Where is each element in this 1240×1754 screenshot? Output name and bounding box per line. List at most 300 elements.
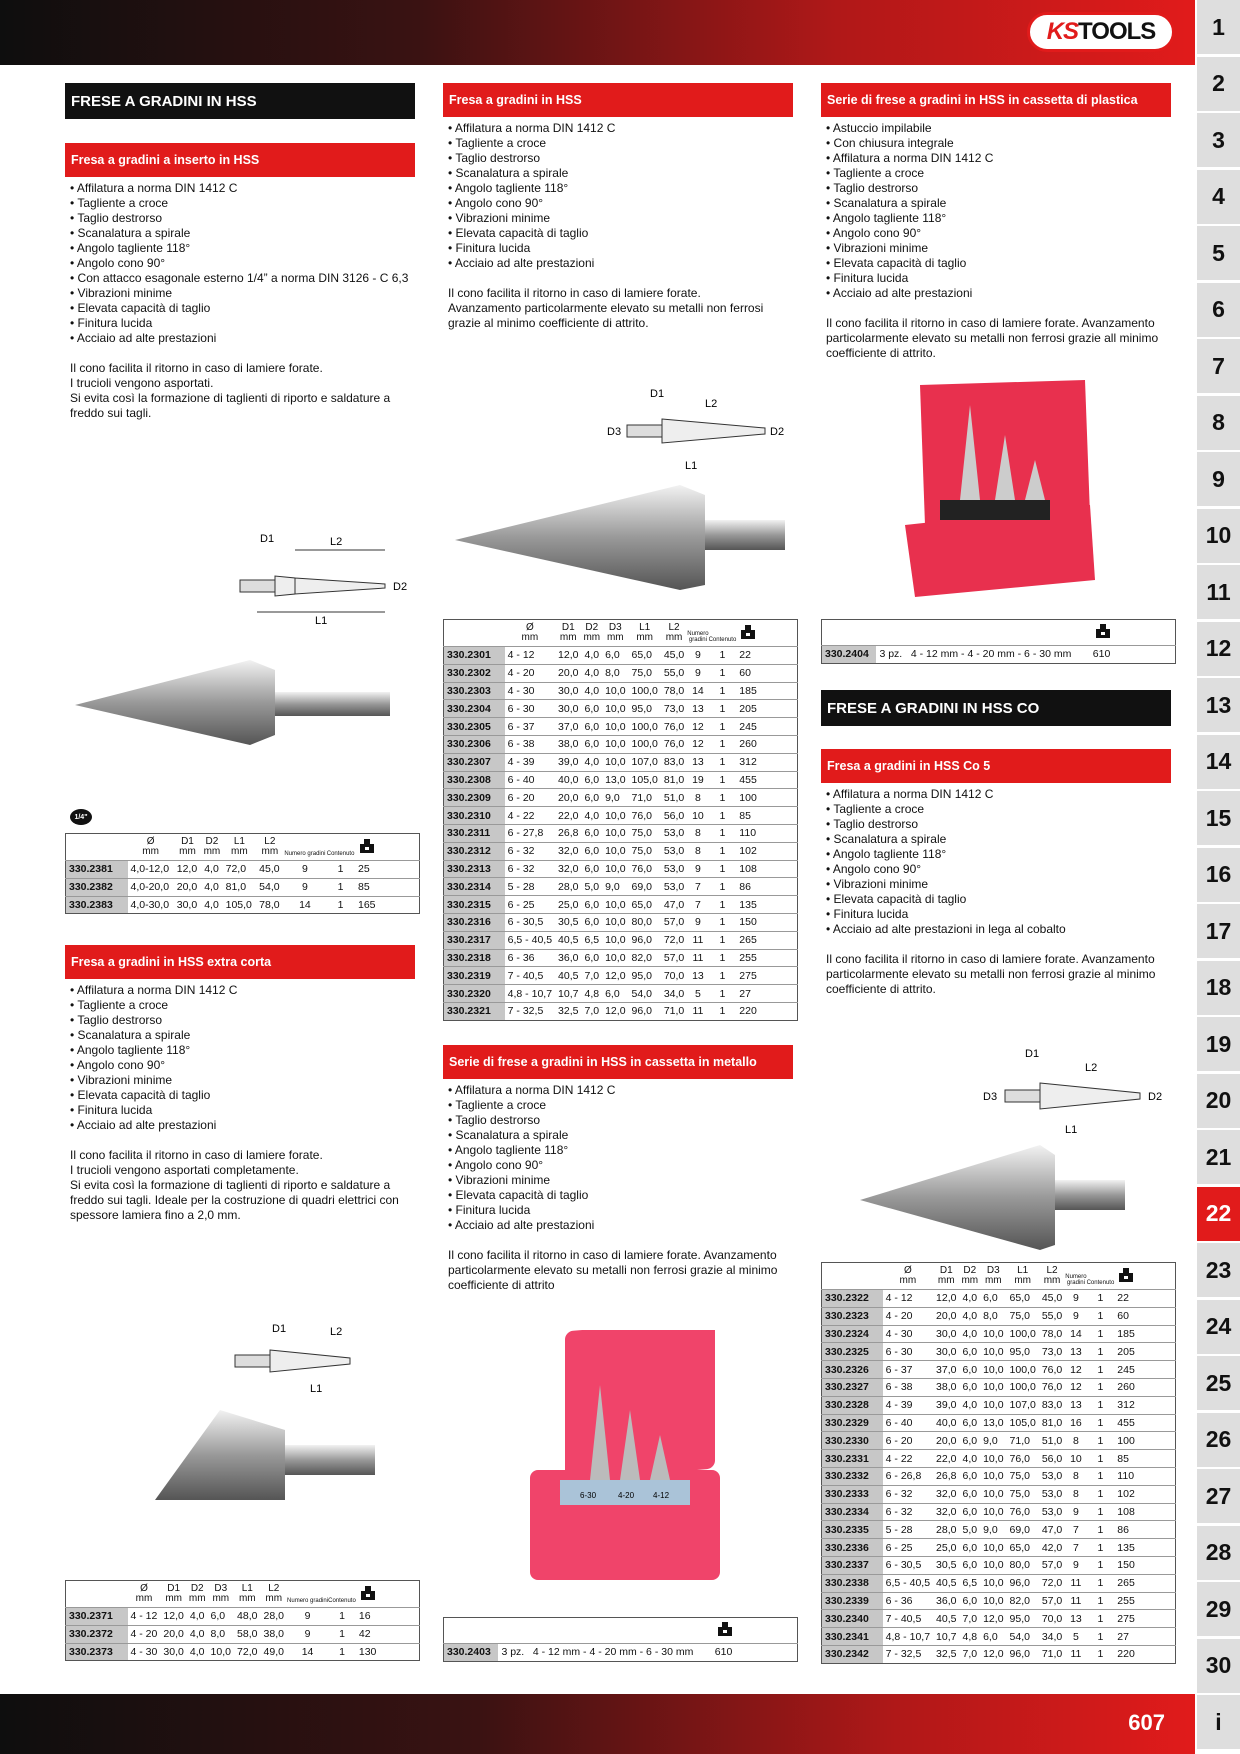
table-cell: 51,0 (661, 789, 687, 807)
table-row[interactable] (822, 1325, 1176, 1343)
feature-item: • Angolo tagliente 118° (826, 847, 1171, 862)
table-row[interactable] (822, 646, 1176, 664)
table-cell: 4,0-12,0 (128, 861, 174, 879)
table-cell: 6,0 (581, 913, 602, 931)
table-row[interactable] (822, 1450, 1176, 1468)
table-cell: 6 - 37 (883, 1361, 933, 1379)
table-cell: 4,0 (959, 1450, 980, 1468)
table-cell: 85 (1114, 1450, 1138, 1468)
weight-icon (359, 838, 375, 854)
column-header-weight (712, 1618, 738, 1644)
table-cell: 10,0 (602, 700, 628, 718)
chapter-tab-30[interactable]: 30 (1197, 1639, 1240, 1693)
table-cell: 58,0 (234, 1625, 260, 1643)
table-cell: 30,0 (555, 700, 581, 718)
table-cell: 53,0 (1039, 1503, 1065, 1521)
table-cell: 6,0 (980, 1628, 1006, 1646)
table-row[interactable] (444, 967, 798, 985)
table-cell: 1 (709, 682, 737, 700)
table-cell: 102 (736, 842, 760, 860)
article-number: 330.2317 (444, 931, 505, 949)
table-row[interactable] (822, 1290, 1176, 1308)
table-row[interactable] (822, 1556, 1176, 1574)
table-row[interactable] (66, 1625, 420, 1643)
table-cell: 95,0 (1007, 1610, 1039, 1628)
table-cell: 53,0 (661, 842, 687, 860)
table-cell: 1 (709, 896, 737, 914)
table-cell: 22 (1114, 1290, 1138, 1308)
chapter-tab-25[interactable]: 25 (1197, 1356, 1240, 1410)
table-cell: 1 (1087, 1432, 1115, 1450)
table-cell: 4,0 (581, 682, 602, 700)
table-cell: 6 - 30,5 (883, 1556, 933, 1574)
article-number: 330.2308 (444, 771, 505, 789)
table-cell: 65,0 (629, 896, 661, 914)
table-row[interactable] (822, 1414, 1176, 1432)
chapter-tab-11[interactable]: 11 (1197, 565, 1240, 619)
table-row[interactable] (444, 753, 798, 771)
table-cell: 1 (1087, 1610, 1115, 1628)
table-cell: 96,0 (1007, 1645, 1039, 1663)
article-number: 330.2326 (822, 1361, 883, 1379)
table-cell: 20,0 (933, 1307, 959, 1325)
table-cell: 6 - 30 (505, 700, 555, 718)
table-cell: 78,0 (256, 896, 283, 914)
table-cell: 10,0 (980, 1378, 1006, 1396)
table-cell: 9 (287, 1625, 328, 1643)
table-cell: 10,0 (980, 1325, 1006, 1343)
table-row[interactable] (66, 1608, 420, 1626)
table-cell: 6 - 27,8 (505, 824, 555, 842)
chapter-tab-19[interactable]: 19 (1197, 1017, 1240, 1071)
feature-item: • Acciaio ad alte prestazioni in lega al cobalto (826, 922, 1171, 937)
chapter-tab-12[interactable]: 12 (1197, 622, 1240, 676)
table-row[interactable] (444, 985, 798, 1003)
table-cell: 8,0 (980, 1307, 1006, 1325)
table-cell: 4,8 (959, 1628, 980, 1646)
article-number: 330.2312 (444, 842, 505, 860)
table-cell: 65,0 (629, 647, 661, 665)
table-cell: 14 (1065, 1325, 1086, 1343)
column-header-weight (736, 620, 760, 647)
weight-icon (740, 624, 756, 640)
table-row[interactable] (822, 1343, 1176, 1361)
table-row[interactable] (822, 1574, 1176, 1592)
table-cell: 70,0 (661, 967, 687, 985)
table-cell: 30,0 (174, 896, 201, 914)
table-cell: 9 (284, 861, 327, 879)
chapter-tab-15[interactable]: 15 (1197, 791, 1240, 845)
chapter-tab-4[interactable]: 4 (1197, 170, 1240, 224)
table-cell: 53,0 (661, 824, 687, 842)
table-cell: 9 (1065, 1556, 1086, 1574)
column-header: D2 mm (188, 1583, 206, 1604)
column-2 (443, 83, 793, 331)
table-cell: 6 - 36 (505, 949, 555, 967)
table-row[interactable] (444, 789, 798, 807)
table-cell: 40,5 (933, 1610, 959, 1628)
table-cell: 38,0 (933, 1378, 959, 1396)
column-header-content: Contenuto (328, 1598, 356, 1604)
table-cell: 135 (1114, 1539, 1138, 1557)
table-cell: 76,0 (1039, 1378, 1065, 1396)
table-cell: 12,0 (980, 1610, 1006, 1628)
table-cell: 6,0 (602, 985, 628, 1003)
table-cell: 70,0 (1039, 1610, 1065, 1628)
table-cell: 82,0 (1007, 1592, 1039, 1610)
dimension-drawing (230, 1320, 410, 1400)
table-row[interactable] (822, 1378, 1176, 1396)
table-cell: 130 (356, 1643, 380, 1661)
table-cell: 27 (1114, 1628, 1138, 1646)
table-cell: 6,0 (959, 1467, 980, 1485)
table-cell: 9 (687, 664, 708, 682)
column-header: D3 mm (984, 1265, 1002, 1286)
feature-item: • Finitura lucida (826, 907, 1171, 922)
table-cell: 9,0 (980, 1521, 1006, 1539)
table-cell: 10,0 (602, 842, 628, 860)
table-cell: 4 - 12 (128, 1608, 161, 1626)
table-cell: 455 (1114, 1414, 1138, 1432)
product-title: Serie di frese a gradini in HSS in cassetta di plastica (821, 83, 1171, 117)
table-cell: 71,0 (661, 1002, 687, 1020)
table-cell: 13,0 (980, 1414, 1006, 1432)
svg-text:L1: L1 (685, 460, 698, 472)
dimension-drawing (980, 1045, 1170, 1140)
feature-item: • Affilatura a norma DIN 1412 C (448, 121, 793, 136)
table-cell: 14 (284, 896, 327, 914)
column-header-steps: Numero gradini (284, 851, 326, 857)
feature-item: • Tagliente a croce (448, 136, 793, 151)
table-cell: 75,0 (629, 664, 661, 682)
chapter-tab-8[interactable]: 8 (1197, 396, 1240, 450)
article-number: 330.2325 (822, 1343, 883, 1361)
table-cell: 100 (1114, 1432, 1138, 1450)
table-row[interactable] (444, 771, 798, 789)
table-cell: 7,0 (959, 1645, 980, 1663)
table-row[interactable] (444, 718, 798, 736)
chapter-tab-28[interactable]: 28 (1197, 1526, 1240, 1580)
chapter-tab-9[interactable]: 9 (1197, 452, 1240, 506)
table-cell: 6 - 32 (505, 842, 555, 860)
table-row[interactable] (444, 700, 798, 718)
table-row[interactable] (444, 824, 798, 842)
article-number: 330.2337 (822, 1556, 883, 1574)
step-drill-image (70, 650, 400, 750)
table-cell: 86 (736, 878, 760, 896)
chapter-tab-26[interactable]: 26 (1197, 1413, 1240, 1467)
table-cell: 4 - 20 (505, 664, 555, 682)
table-cell: 45,0 (1039, 1290, 1065, 1308)
table-row[interactable] (444, 647, 798, 665)
table-cell: 10,0 (980, 1361, 1006, 1379)
table-cell: 85 (355, 878, 380, 896)
table-cell: 107,0 (629, 753, 661, 771)
table-row[interactable] (822, 1628, 1176, 1646)
chapter-tab-7[interactable]: 7 (1197, 339, 1240, 393)
table-cell: 71,0 (629, 789, 661, 807)
table-cell: 4,8 (581, 985, 602, 1003)
table-cell: 48,0 (234, 1608, 260, 1626)
table-row[interactable] (444, 913, 798, 931)
table-cell: 13 (687, 753, 708, 771)
column-header: D3 mm (212, 1583, 230, 1604)
feature-item: • Elevata capacità di taglio (448, 226, 793, 241)
table-cell: 6 - 25 (505, 896, 555, 914)
description: Il cono facilita il ritorno in caso di lamiere forate. I trucioli vengono asportati. Si evita così la formazione di taglienti di riporto e saldature a freddo sui tagli. (70, 361, 391, 420)
column-header-weight (1090, 620, 1116, 646)
table-cell: 4,8 - 10,7 (505, 985, 555, 1003)
table-cell: 1 (1087, 1556, 1115, 1574)
table-cell: 255 (1114, 1592, 1138, 1610)
table-cell: 110 (1114, 1467, 1138, 1485)
table-cell: 37,0 (555, 718, 581, 736)
table-row[interactable] (444, 735, 798, 753)
table-row[interactable] (822, 1521, 1176, 1539)
feature-item: • Acciaio ad alte prestazioni (826, 286, 1171, 301)
feature-item: • Finitura lucida (70, 316, 415, 331)
table-cell: 6 - 32 (883, 1485, 933, 1503)
table-row[interactable] (822, 1503, 1176, 1521)
table-cell: 76,0 (1007, 1503, 1039, 1521)
table-cell: 54,0 (256, 878, 283, 896)
table-row[interactable] (822, 1539, 1176, 1557)
table-row[interactable] (822, 1396, 1176, 1414)
table-cell: 1 (1087, 1414, 1115, 1432)
table-row[interactable] (66, 1643, 420, 1661)
table-row[interactable] (66, 878, 420, 896)
table-cell: 45,0 (661, 647, 687, 665)
chapter-tab-2[interactable]: 2 (1197, 57, 1240, 111)
table-cell: 6,0 (959, 1539, 980, 1557)
description: Il cono facilita il ritorno in caso di lamiere forate. Avanzamento particolarmente elevato su metalli non ferrosi grazie al minimo coefficiente di attrito (448, 1248, 778, 1292)
table-cell: 6 - 36 (883, 1592, 933, 1610)
table-row[interactable] (444, 682, 798, 700)
feature-item: • Scanalatura a spirale (70, 226, 415, 241)
table-cell: 6,0 (959, 1503, 980, 1521)
column-header-steps: Numero gradini (287, 1598, 329, 1604)
table-cell: 1 (709, 931, 737, 949)
column-header-weight (355, 834, 380, 861)
feature-item: • Elevata capacità di taglio (826, 892, 1171, 907)
table-cell: 1 (326, 896, 355, 914)
table-row[interactable] (822, 1467, 1176, 1485)
table-row[interactable] (822, 1592, 1176, 1610)
table-cell: 42 (356, 1625, 380, 1643)
chapter-tab-10[interactable]: 10 (1197, 509, 1240, 563)
svg-text:L1: L1 (315, 615, 328, 625)
chapter-tab-13[interactable]: 13 (1197, 678, 1240, 732)
table-cell: 32,0 (933, 1485, 959, 1503)
table-cell: 28,0 (933, 1521, 959, 1539)
table-cell: 60 (736, 664, 760, 682)
svg-text:D1: D1 (272, 1323, 287, 1335)
table-cell: 110 (736, 824, 760, 842)
table-cell: 4,0 (959, 1325, 980, 1343)
table-cell: 6,0 (959, 1414, 980, 1432)
feature-item: • Affilatura a norma DIN 1412 C (70, 983, 415, 998)
article-number: 330.2301 (444, 647, 505, 665)
table-cell: 45,0 (256, 861, 283, 879)
table-cell: 4 - 30 (128, 1643, 161, 1661)
column-header-content: Contenuto (1086, 1280, 1115, 1286)
chapter-tab-27[interactable]: 27 (1197, 1469, 1240, 1523)
column-header-steps: Numero gradini (687, 631, 709, 643)
chapter-tab-6[interactable]: 6 (1197, 283, 1240, 337)
table-row[interactable] (66, 896, 420, 914)
article-number: 330.2322 (822, 1290, 883, 1308)
table-cell: 76,0 (661, 735, 687, 753)
table-row[interactable] (822, 1645, 1176, 1663)
feature-item: • Scanalatura a spirale (70, 1028, 415, 1043)
feature-item: • Scanalatura a spirale (448, 1128, 793, 1143)
table-cell: 20,0 (555, 664, 581, 682)
table-cell: 7 - 32,5 (505, 1002, 555, 1020)
table-row[interactable] (444, 1002, 798, 1020)
table-cell: 10,0 (980, 1574, 1006, 1592)
feature-item: • Astuccio impilabile (826, 121, 1171, 136)
table-cell: 105,0 (1007, 1414, 1039, 1432)
table-cell: 1 (328, 1625, 356, 1643)
column-header: L1 mm (238, 1583, 256, 1604)
article-number: 330.2339 (822, 1592, 883, 1610)
feature-item: • Tagliente a croce (70, 196, 415, 211)
column-header: L2 mm (265, 1583, 283, 1604)
article-number: 330.2334 (822, 1503, 883, 1521)
column-3 (821, 83, 1171, 361)
table-cell: 73,0 (661, 700, 687, 718)
table-cell: 56,0 (1039, 1450, 1065, 1468)
table-row[interactable] (822, 1361, 1176, 1379)
article-number: 330.2331 (822, 1450, 883, 1468)
table-cell: 40,5 (933, 1574, 959, 1592)
table-cell: 610 (712, 1644, 738, 1662)
column-header: D3 mm (606, 622, 624, 643)
feature-list (65, 983, 415, 1133)
table-cell: 34,0 (661, 985, 687, 1003)
table-cell: 1 (1087, 1467, 1115, 1485)
chapter-tab-3[interactable]: 3 (1197, 113, 1240, 167)
table-cell: 4 - 22 (505, 807, 555, 825)
feature-item: • Affilatura a norma DIN 1412 C (826, 787, 1171, 802)
chapter-tab-16[interactable]: 16 (1197, 848, 1240, 902)
table-cell: 10,0 (602, 896, 628, 914)
table-row[interactable] (66, 861, 420, 879)
chapter-tab-21[interactable]: 21 (1197, 1130, 1240, 1184)
table-cell: 12,0 (160, 1608, 186, 1626)
table-cell: 4 - 12 mm - 4 - 20 mm - 6 - 30 mm (908, 646, 1090, 664)
table-cell: 8 (1065, 1467, 1086, 1485)
table-row[interactable] (444, 860, 798, 878)
table-cell: 10,0 (602, 735, 628, 753)
table-row[interactable] (444, 842, 798, 860)
product-title: Fresa a gradini in HSS (443, 83, 793, 117)
table-cell: 3 pz. (876, 646, 907, 664)
table-row[interactable] (822, 1307, 1176, 1325)
section-title: FRESE A GRADINI IN HSS (65, 83, 415, 119)
table-cell: 10,0 (602, 718, 628, 736)
table-cell: 185 (736, 682, 760, 700)
table-row[interactable] (822, 1485, 1176, 1503)
table-cell: 55,0 (1039, 1307, 1065, 1325)
table-cell: 13 (687, 967, 708, 985)
svg-text:D1: D1 (260, 533, 275, 545)
chapter-tab-i[interactable]: i (1197, 1695, 1240, 1749)
table-cell: 75,0 (1007, 1485, 1039, 1503)
table-row[interactable] (822, 1610, 1176, 1628)
chapter-tab-17[interactable]: 17 (1197, 904, 1240, 958)
table-row[interactable] (444, 949, 798, 967)
chapter-tab-14[interactable]: 14 (1197, 735, 1240, 789)
table-cell: 3 pz. (498, 1644, 529, 1662)
table-cell: 6,0 (602, 647, 628, 665)
column-header: Ø mm (135, 1583, 153, 1604)
table-cell: 40,0 (555, 771, 581, 789)
feature-item: • Finitura lucida (70, 1103, 415, 1118)
column-header: L1 mm (636, 622, 653, 643)
table-row[interactable] (444, 1644, 798, 1662)
table-cell: 7 - 40,5 (883, 1610, 933, 1628)
table-cell: 6 - 20 (505, 789, 555, 807)
table-row[interactable] (444, 931, 798, 949)
table-cell: 4 - 39 (883, 1396, 933, 1414)
table-cell: 1 (709, 718, 737, 736)
chapter-tab-20[interactable]: 20 (1197, 1074, 1240, 1128)
table-row[interactable] (444, 807, 798, 825)
table-cell: 7,0 (581, 967, 602, 985)
table-cell: 6 - 26,8 (883, 1467, 933, 1485)
table-row[interactable] (444, 664, 798, 682)
table-cell: 1 (709, 700, 737, 718)
table-cell: 9 (1065, 1307, 1086, 1325)
table-row[interactable] (444, 896, 798, 914)
table-cell: 25,0 (933, 1539, 959, 1557)
table-cell: 30,5 (933, 1556, 959, 1574)
table-cell: 11 (1065, 1645, 1086, 1663)
chapter-tab-5[interactable]: 5 (1197, 226, 1240, 280)
table-cell: 100 (736, 789, 760, 807)
table-cell: 245 (736, 718, 760, 736)
article-number: 330.2341 (822, 1628, 883, 1646)
chapter-tab-23[interactable]: 23 (1197, 1243, 1240, 1297)
table-cell: 6,5 - 40,5 (883, 1574, 933, 1592)
table-cell: 37,0 (933, 1361, 959, 1379)
table-row[interactable] (822, 1432, 1176, 1450)
chapter-tab-29[interactable]: 29 (1197, 1582, 1240, 1636)
chapter-tab-24[interactable]: 24 (1197, 1300, 1240, 1354)
table-cell: 1 (709, 807, 737, 825)
table-row[interactable] (444, 878, 798, 896)
table-cell: 12,0 (980, 1645, 1006, 1663)
article-number: 330.2311 (444, 824, 505, 842)
table-cell: 26,8 (555, 824, 581, 842)
table-cell: 86 (1114, 1521, 1138, 1539)
chapter-tab-22[interactable]: 22 (1197, 1187, 1240, 1241)
article-number: 330.2332 (822, 1467, 883, 1485)
chapter-tab-1[interactable]: 1 (1197, 0, 1240, 54)
table-cell: 6,0 (959, 1592, 980, 1610)
table-cell: 81,0 (661, 771, 687, 789)
table-cell: 6 - 40 (883, 1414, 933, 1432)
product-title: Serie di frese a gradini in HSS in cassetta in metallo (443, 1045, 793, 1079)
table-cell: 8 (687, 824, 708, 842)
table-cell: 27 (736, 985, 760, 1003)
table-cell: 8 (1065, 1432, 1086, 1450)
table-cell: 7 (687, 878, 708, 896)
kstools-logo: KS TOOLS (1027, 12, 1175, 52)
plastic-case-image (900, 375, 1100, 600)
chapter-tab-18[interactable]: 18 (1197, 961, 1240, 1015)
